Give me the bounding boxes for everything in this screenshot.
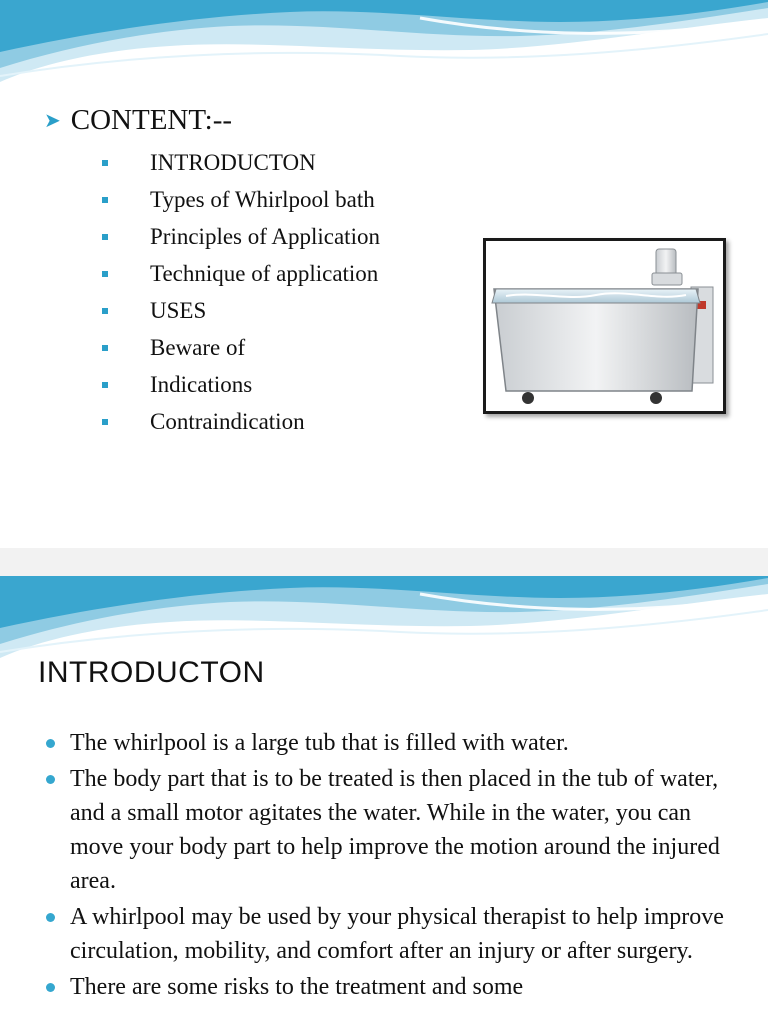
- square-bullet-icon: [102, 160, 108, 166]
- list-item-text: Types of Whirlpool bath: [150, 186, 375, 212]
- list-item-text: Technique of application: [150, 260, 379, 286]
- list-item-text: Contraindication: [150, 408, 305, 434]
- content-list: [102, 144, 380, 440]
- list-item: [102, 218, 380, 255]
- list-item: [102, 181, 380, 218]
- list-item: [102, 403, 380, 440]
- square-bullet-icon: [102, 197, 108, 203]
- square-bullet-icon: [102, 234, 108, 240]
- slide-separator: [0, 548, 768, 576]
- list-item-text: USES: [150, 297, 207, 323]
- whirlpool-tub-icon: [486, 241, 723, 411]
- intro-bullet-list: [46, 726, 746, 1006]
- intro-title: INTRODUCTON: [38, 656, 265, 689]
- round-bullet-icon: [46, 775, 55, 784]
- round-bullet-icon: [46, 983, 55, 992]
- arrow-bullet-icon: ➤: [44, 110, 61, 132]
- list-item-text: There are some risks to the treatment and some: [70, 974, 524, 1000]
- content-heading: [44, 104, 232, 137]
- square-bullet-icon: [102, 345, 108, 351]
- list-item: [46, 970, 746, 1004]
- list-item-text: A whirlpool may be used by your physical therapist to help improve circulation, mobility, and comfort after an injury or after surgery.: [70, 904, 724, 964]
- list-item: [102, 292, 380, 329]
- list-item-text: The body part that is to be treated is then placed in the tub of water, and a small motor agitates the water. While in the water, you can move your body part to help improve the motion around the injured area.: [70, 766, 720, 894]
- list-item: [102, 255, 380, 292]
- list-item: [102, 144, 380, 181]
- list-item: [102, 329, 380, 366]
- square-bullet-icon: [102, 271, 108, 277]
- list-item-text: Principles of Application: [150, 223, 380, 249]
- content-heading-text: CONTENT:--: [70, 104, 233, 136]
- header-wave-decoration: [0, 576, 768, 666]
- header-wave-decoration: [0, 0, 768, 90]
- whirlpool-tub-photo: [483, 238, 726, 414]
- list-item: [46, 726, 746, 760]
- round-bullet-icon: [46, 913, 55, 922]
- list-item-text: INTRODUCTON: [150, 149, 316, 175]
- square-bullet-icon: [102, 308, 108, 314]
- list-item: [46, 762, 746, 898]
- list-item: [102, 366, 380, 403]
- list-item-text: Beware of: [150, 334, 246, 360]
- list-item-text: The whirlpool is a large tub that is filled with water.: [70, 730, 569, 756]
- list-item: [46, 900, 746, 968]
- list-item-text: Indications: [150, 371, 253, 397]
- round-bullet-icon: [46, 739, 55, 748]
- square-bullet-icon: [102, 419, 108, 425]
- square-bullet-icon: [102, 382, 108, 388]
